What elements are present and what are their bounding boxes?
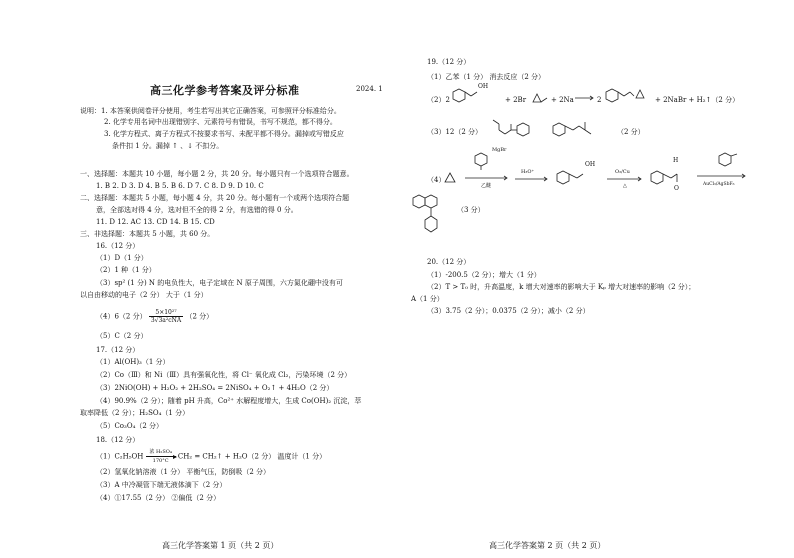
q19-heading: 19.（12 分） xyxy=(427,58,471,66)
q17-answer-2: （2）Co（Ⅲ）和 Ni（Ⅲ）具有强氧化性，将 Cl⁻ 氧化成 Cl₂，污染环境（2 分） xyxy=(96,371,352,379)
step-3-condition-bottom: △ xyxy=(623,183,627,189)
grignard-reagent-label: MgBr xyxy=(492,147,507,153)
section-2-heading-cont: 意，全部选对得 4 分，选对但不全的得 2 分，有选错的得 0 分。 xyxy=(96,206,298,214)
note-4: 条件扣 1 分。漏掉 ↑ 、↓ 不扣分。 xyxy=(112,142,224,150)
q17-answer-5: （5）Co₃O₄（2 分） xyxy=(96,422,164,430)
q18-answer-1-prefix: （1）C₂H₅OH xyxy=(96,452,144,461)
q19-reagent-na: + 2Na xyxy=(551,96,574,104)
q19-answer-2-suffix: + 2NaBr + H₂↑（2 分） xyxy=(655,96,740,104)
q16-answer-4-suffix: （2 分） xyxy=(185,312,214,321)
q18-answer-4: （4）①17.55（2 分） ②偏低（2 分） xyxy=(96,494,221,502)
q17-heading: 17.（12 分） xyxy=(96,346,140,354)
epoxide-start-structure xyxy=(441,168,463,188)
step-3-condition-top: O₂/Cu xyxy=(615,169,630,175)
q17-answer-4b: 取率降低（2 分）；H₂SO₄（1 分） xyxy=(80,409,190,417)
q18-answer-1 xyxy=(96,449,327,464)
q16-answer-4 xyxy=(96,309,213,324)
alcohol-intermediate-structure xyxy=(553,164,603,190)
q17-answer-4a: （4）90.9%（2 分）；随着 pH 升高，Co²⁺ 水解程度增大，生成 Co(OH)₂ 沉淀，萃 xyxy=(96,397,362,405)
q19-answer-1: （1）乙苯（1 分） 消去反应（2 分） xyxy=(427,73,546,81)
section-2-answers: 11. D 12. AC 13. CD 14. B 15. CD xyxy=(96,218,215,226)
page-2 xyxy=(397,0,794,558)
section-3-heading: 三、非选择题：本题共 5 小题，共 60 分。 xyxy=(80,230,215,238)
q19-answer-3-prefix: （3）12（2 分） xyxy=(427,128,483,136)
ketone-isomer-1-structure xyxy=(489,116,549,142)
q17-answer-1: （1）Al(OH)₃（1 分） xyxy=(96,358,170,366)
step-4-condition: AuCl₃/AgSbF₆ xyxy=(703,182,735,187)
section-1-answers: 1. B 2. D 3. D 4. B 5. B 6. D 7. C 8. D 9. D 10. C xyxy=(96,182,264,190)
product-arrow-icon xyxy=(575,94,595,102)
arrow-line xyxy=(146,456,176,457)
note-3: 3. 化学方程式、离子方程式不按要求书写、未配平都不得分。漏掉或写错反应 xyxy=(104,130,344,138)
phenylnaphthalene-structure xyxy=(407,190,457,248)
ketone-isomer-2-structure xyxy=(549,116,613,142)
phenylethanol-structure xyxy=(447,84,497,108)
step-2-condition: H₃O⁺ xyxy=(521,169,535,175)
q19-product-coefficient: 2 xyxy=(597,96,602,104)
fraction-denominator: 3√3a²cNA xyxy=(150,317,182,324)
date-label: 2024. 1 xyxy=(356,85,383,93)
cyclization-step-arrow xyxy=(697,150,747,184)
q16-answer-4-prefix: （4）6（2 分） xyxy=(96,312,147,321)
alcohol-hydroxyl-label: OH xyxy=(585,161,596,168)
arrow-condition-bottom: 170°C xyxy=(152,458,169,464)
note-1: 说明：1. 本答案供阅卷评分使用，考生若写出其它正确答案，可参照评分标准给分。 xyxy=(80,107,341,115)
epoxide-structure xyxy=(529,88,551,108)
q16-heading: 16.（12 分） xyxy=(96,242,140,250)
reaction-arrow xyxy=(146,449,176,464)
aldehyde-h-label: H xyxy=(673,157,679,164)
q17-answer-3: （3）2NiO(OH) + H₂O₂ + 2H₂SO₄ = 2NiSO₄ + O₂↑ + 4H₂O（2 分） xyxy=(96,384,334,392)
q16-answer-3b: 以自由移动的电子（2 分） 大于（1 分） xyxy=(80,291,208,299)
density-fraction xyxy=(149,309,183,324)
q20-answer-2b: A（1 分） xyxy=(411,295,444,303)
page-title: 高三化学参考答案及评分标准 xyxy=(150,84,300,97)
q18-answer-1-suffix: CH₂ = CH₂↑ + H₂O（2 分） 温度计（1 分） xyxy=(177,452,327,461)
q20-answer-2a: （2）T > T₀ 时，升高温度，k 增大对速率的影响大于 Kₚ 增大对速率的影响（2 分）； xyxy=(427,283,696,291)
aldehyde-intermediate-structure xyxy=(647,164,691,190)
q19-answer-3-suffix: （2 分） xyxy=(617,128,645,136)
hydroxyl-label: OH xyxy=(478,83,489,90)
section-2-heading: 二、选择题：本题共 5 小题，每小题 4 分，共 20 分。每小题有一个或两个选项符合题 xyxy=(80,194,350,202)
step-1-condition: 乙醚 xyxy=(481,183,492,189)
q18-answer-2: （2）氢氧化钠溶液（1 分） 平衡气压，防倒吸（2 分） xyxy=(96,468,271,476)
page-footer: 高三化学答案第 2 页（共 2 页） xyxy=(489,541,606,550)
fraction-numerator: 5×10²⁷ xyxy=(149,309,183,317)
section-1-heading: 一、选择题：本题共 10 小题，每小题 2 分，共 20 分。每小题只有一个选项符合题意。 xyxy=(80,170,354,178)
q16-answer-3a: （3）sp² (1 分) N 的电负性大，电子定域在 N 原子周围，六方氮化硼中没有可 xyxy=(96,279,343,287)
q20-answer-1: （1）-200.5（2 分）；增大（1 分） xyxy=(427,271,541,279)
q19-answer-2-prefix: （2）2 xyxy=(427,96,450,104)
q16-answer-1: （1）D（1 分） xyxy=(96,254,148,262)
q19-reagent-br: + 2Br xyxy=(505,96,527,104)
ether-product-structure xyxy=(602,84,652,108)
q19-answer-4-suffix: （3 分） xyxy=(457,206,485,214)
q20-heading: 20.（12 分） xyxy=(427,258,471,266)
q18-answer-3: （3）A 中冷凝管下端无液体滴下（2 分） xyxy=(96,481,227,489)
q18-heading: 18.（12 分） xyxy=(96,436,140,444)
q19-answer-4-prefix: （4） xyxy=(427,176,446,184)
arrow-condition-top: 浓 H₂SO₄ xyxy=(149,449,172,455)
note-2: 2. 化学专用名词中出现错别字、元素符号有错误，书写不规范，都不得分。 xyxy=(104,118,337,126)
q16-answer-2: （2）1 种（1 分） xyxy=(96,266,156,274)
q20-answer-3: （3）3.75（2 分）；0.0375（2 分）；减小（2 分） xyxy=(427,307,590,315)
q16-answer-5: （5）C（2 分） xyxy=(96,332,148,340)
aldehyde-o-label: O xyxy=(674,185,679,192)
page-footer: 高三化学答案第 1 页（共 2 页） xyxy=(162,541,279,550)
